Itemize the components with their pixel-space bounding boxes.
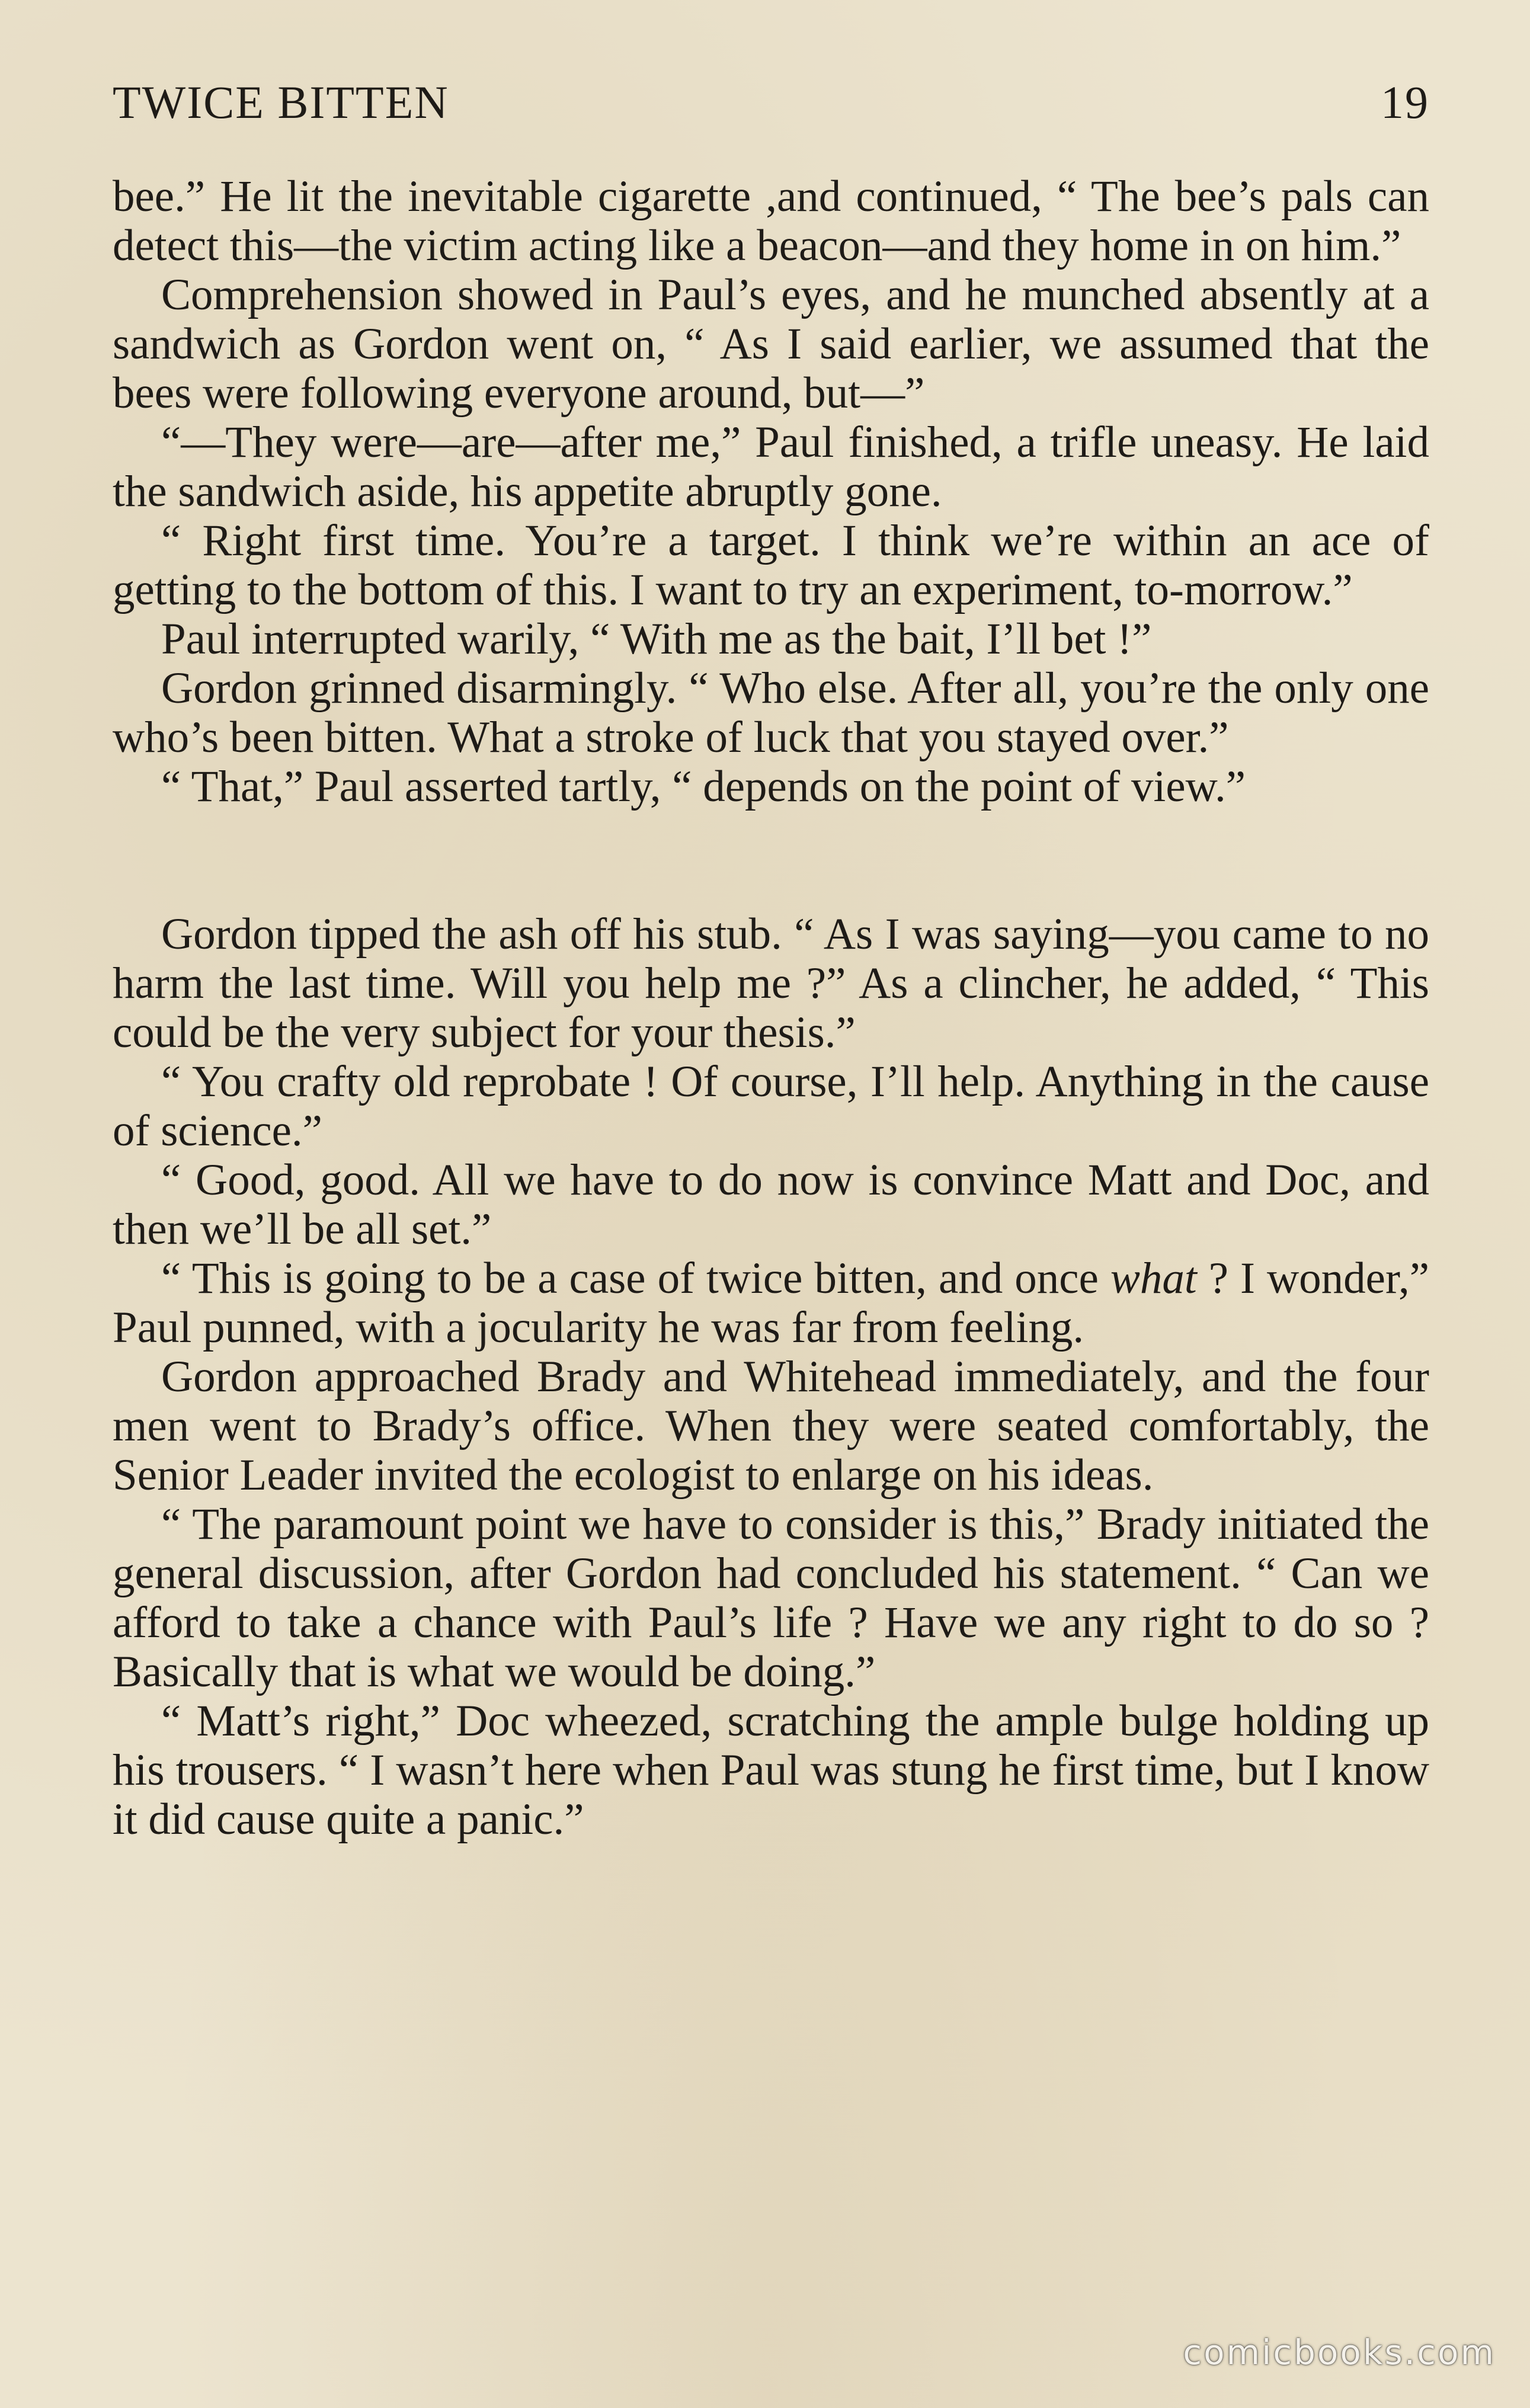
running-title: TWICE BITTEN — [113, 76, 449, 128]
paragraph: Gordon approached Brady and Whitehead immediately, and the four men went to Brady’s office. When they were seated comfortably, the Senior Leader invited the ecologist to enlarge on his ideas. — [113, 1352, 1429, 1500]
emphasis-text: what — [1110, 1254, 1197, 1303]
paragraph: “ Right first time. You’re a target. I think we’re within an ace of getting to the bottom of this. I want to try an experiment, to-morrow.” — [113, 516, 1429, 614]
paragraph-text: ? I wonder,” Paul punned, with a jocularity he was far from feeling. — [113, 1254, 1429, 1352]
paragraph-text: “ This is going to be a case of twice bitten, and once — [161, 1254, 1110, 1303]
paragraph: “ You crafty old reprobate ! Of course, I’ll help. Anything in the cause of science.” — [113, 1057, 1429, 1155]
paragraph: “ Good, good. All we have to do now is convince Matt and Doc, and then we’ll be all set.” — [113, 1155, 1429, 1254]
paragraph: “ Matt’s right,” Doc wheezed, scratching the ample bulge holding up his trousers. “ I wasn’t here when Paul was stung he first time, but I know it did cause quite a panic.” — [113, 1696, 1429, 1844]
paragraph: Gordon grinned disarmingly. “ Who else. After all, you’re the only one who’s been bitten. What a stroke of luck that you stayed over.” — [113, 664, 1429, 762]
watermark: comicbooks.com — [1183, 2332, 1496, 2372]
paragraph — [113, 1254, 1429, 1352]
paragraph: “—They were—are—after me,” Paul finished, a trifle uneasy. He laid the sandwich aside, his appetite abruptly gone. — [113, 418, 1429, 516]
section-break — [113, 811, 1429, 910]
paragraph: bee.” He lit the inevitable cigarette ,and continued, “ The bee’s pals can detect this—the victim acting like a beacon—and they home in on him.” — [113, 172, 1429, 270]
paragraph: “ The paramount point we have to consider is this,” Brady initiated the general discussion, after Gordon had concluded his statement. “ Can we afford to take a chance with Paul’s life ? Have we any right to do so ? Basically that is what we would be doing.” — [113, 1500, 1429, 1696]
body-text — [113, 172, 1429, 1844]
paragraph: “ That,” Paul asserted tartly, “ depends on the point of view.” — [161, 762, 1246, 811]
paragraph: Gordon tipped the ash off his stub. “ As I was saying—you came to no harm the last time. Will you help me ?” As a clincher, he added, “ This could be the very subject for your thesis.” — [113, 910, 1429, 1057]
page-number: 19 — [1381, 76, 1429, 128]
paragraph: Comprehension showed in Paul’s eyes, and he munched absently at a sandwich as Gordon went on, “ As I said earlier, we assumed that the bees were following everyone around, but—” — [113, 270, 1429, 418]
paragraph: Paul interrupted warily, “ With me as the bait, I’ll bet !” — [161, 614, 1152, 664]
running-header — [113, 76, 1429, 135]
